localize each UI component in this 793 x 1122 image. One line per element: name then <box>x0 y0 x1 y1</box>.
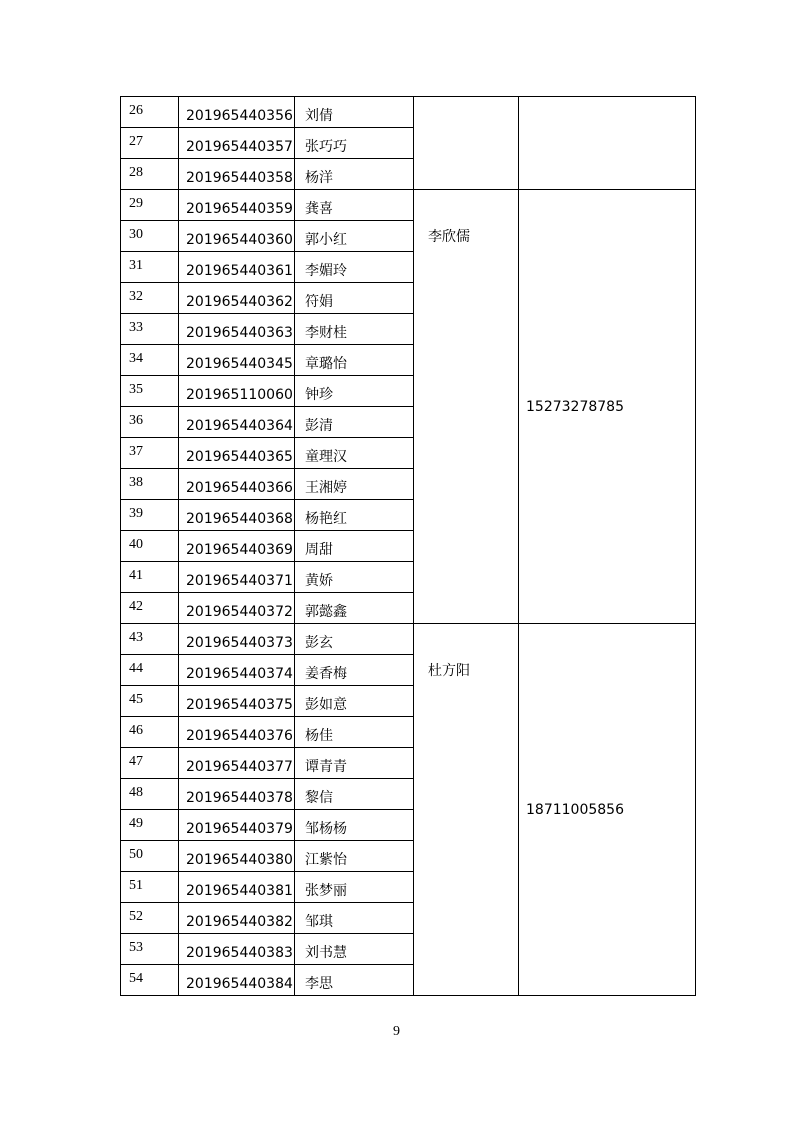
student-id: 201965440366 <box>179 469 295 500</box>
student-name: 张梦丽 <box>295 872 414 903</box>
student-name: 姜香梅 <box>295 655 414 686</box>
row-number: 31 <box>121 252 179 283</box>
student-id: 201965440374 <box>179 655 295 686</box>
student-id: 201965440361 <box>179 252 295 283</box>
student-name: 章璐怡 <box>295 345 414 376</box>
row-number: 39 <box>121 500 179 531</box>
student-roster-table <box>120 96 696 996</box>
row-number: 37 <box>121 438 179 469</box>
row-number: 27 <box>121 128 179 159</box>
table-row <box>121 190 696 221</box>
student-id: 201965440382 <box>179 903 295 934</box>
student-name: 王湘婷 <box>295 469 414 500</box>
table-row <box>121 97 696 128</box>
student-name: 邹杨杨 <box>295 810 414 841</box>
row-number: 47 <box>121 748 179 779</box>
row-number: 50 <box>121 841 179 872</box>
student-id: 201965440369 <box>179 531 295 562</box>
student-id: 201965440383 <box>179 934 295 965</box>
student-name: 龚喜 <box>295 190 414 221</box>
student-id: 201965440357 <box>179 128 295 159</box>
student-id: 201965440376 <box>179 717 295 748</box>
row-number: 53 <box>121 934 179 965</box>
student-name: 郭懿鑫 <box>295 593 414 624</box>
student-id: 201965440364 <box>179 407 295 438</box>
row-number: 38 <box>121 469 179 500</box>
student-id: 201965440368 <box>179 500 295 531</box>
student-name: 邹琪 <box>295 903 414 934</box>
row-number: 28 <box>121 159 179 190</box>
student-id: 201965440365 <box>179 438 295 469</box>
row-number: 46 <box>121 717 179 748</box>
student-id: 201965440378 <box>179 779 295 810</box>
student-name: 黎信 <box>295 779 414 810</box>
row-number: 33 <box>121 314 179 345</box>
student-id: 201965110060 <box>179 376 295 407</box>
row-number: 51 <box>121 872 179 903</box>
tutor-phone <box>519 97 696 190</box>
row-number: 49 <box>121 810 179 841</box>
page-number: 9 <box>393 1024 400 1039</box>
table-row <box>121 624 696 655</box>
student-name: 刘书慧 <box>295 934 414 965</box>
row-number: 34 <box>121 345 179 376</box>
student-name: 彭玄 <box>295 624 414 655</box>
student-name: 江紫怡 <box>295 841 414 872</box>
student-id: 201965440379 <box>179 810 295 841</box>
row-number: 42 <box>121 593 179 624</box>
student-name: 彭如意 <box>295 686 414 717</box>
row-number: 52 <box>121 903 179 934</box>
tutor-name <box>414 97 519 190</box>
tutor-phone: 15273278785 <box>519 190 696 624</box>
student-name: 谭青青 <box>295 748 414 779</box>
student-id: 201965440363 <box>179 314 295 345</box>
student-id: 201965440377 <box>179 748 295 779</box>
row-number: 40 <box>121 531 179 562</box>
student-name: 杨佳 <box>295 717 414 748</box>
row-number: 32 <box>121 283 179 314</box>
student-id: 201965440381 <box>179 872 295 903</box>
student-name: 彭清 <box>295 407 414 438</box>
student-id: 201965440345 <box>179 345 295 376</box>
row-number: 48 <box>121 779 179 810</box>
student-id: 201965440358 <box>179 159 295 190</box>
tutor-name: 杜方阳 <box>414 624 519 996</box>
student-id: 201965440356 <box>179 97 295 128</box>
row-number: 45 <box>121 686 179 717</box>
tutor-phone: 18711005856 <box>519 624 696 996</box>
student-id: 201965440380 <box>179 841 295 872</box>
student-name: 刘倩 <box>295 97 414 128</box>
student-id: 201965440384 <box>179 965 295 996</box>
row-number: 35 <box>121 376 179 407</box>
row-number: 36 <box>121 407 179 438</box>
student-id: 201965440375 <box>179 686 295 717</box>
student-id: 201965440372 <box>179 593 295 624</box>
student-name: 李媚玲 <box>295 252 414 283</box>
student-id: 201965440373 <box>179 624 295 655</box>
student-name: 张巧巧 <box>295 128 414 159</box>
student-name: 钟珍 <box>295 376 414 407</box>
student-name: 李财桂 <box>295 314 414 345</box>
row-number: 54 <box>121 965 179 996</box>
row-number: 43 <box>121 624 179 655</box>
student-name: 杨洋 <box>295 159 414 190</box>
row-number: 41 <box>121 562 179 593</box>
row-number: 30 <box>121 221 179 252</box>
student-name: 李思 <box>295 965 414 996</box>
row-number: 29 <box>121 190 179 221</box>
student-name: 符娟 <box>295 283 414 314</box>
row-number: 26 <box>121 97 179 128</box>
student-name: 周甜 <box>295 531 414 562</box>
student-name: 童理汉 <box>295 438 414 469</box>
student-id: 201965440359 <box>179 190 295 221</box>
row-number: 44 <box>121 655 179 686</box>
tutor-name: 李欣儒 <box>414 190 519 624</box>
student-name: 黄娇 <box>295 562 414 593</box>
student-id: 201965440371 <box>179 562 295 593</box>
student-id: 201965440362 <box>179 283 295 314</box>
student-name: 杨艳红 <box>295 500 414 531</box>
student-name: 郭小红 <box>295 221 414 252</box>
student-id: 201965440360 <box>179 221 295 252</box>
